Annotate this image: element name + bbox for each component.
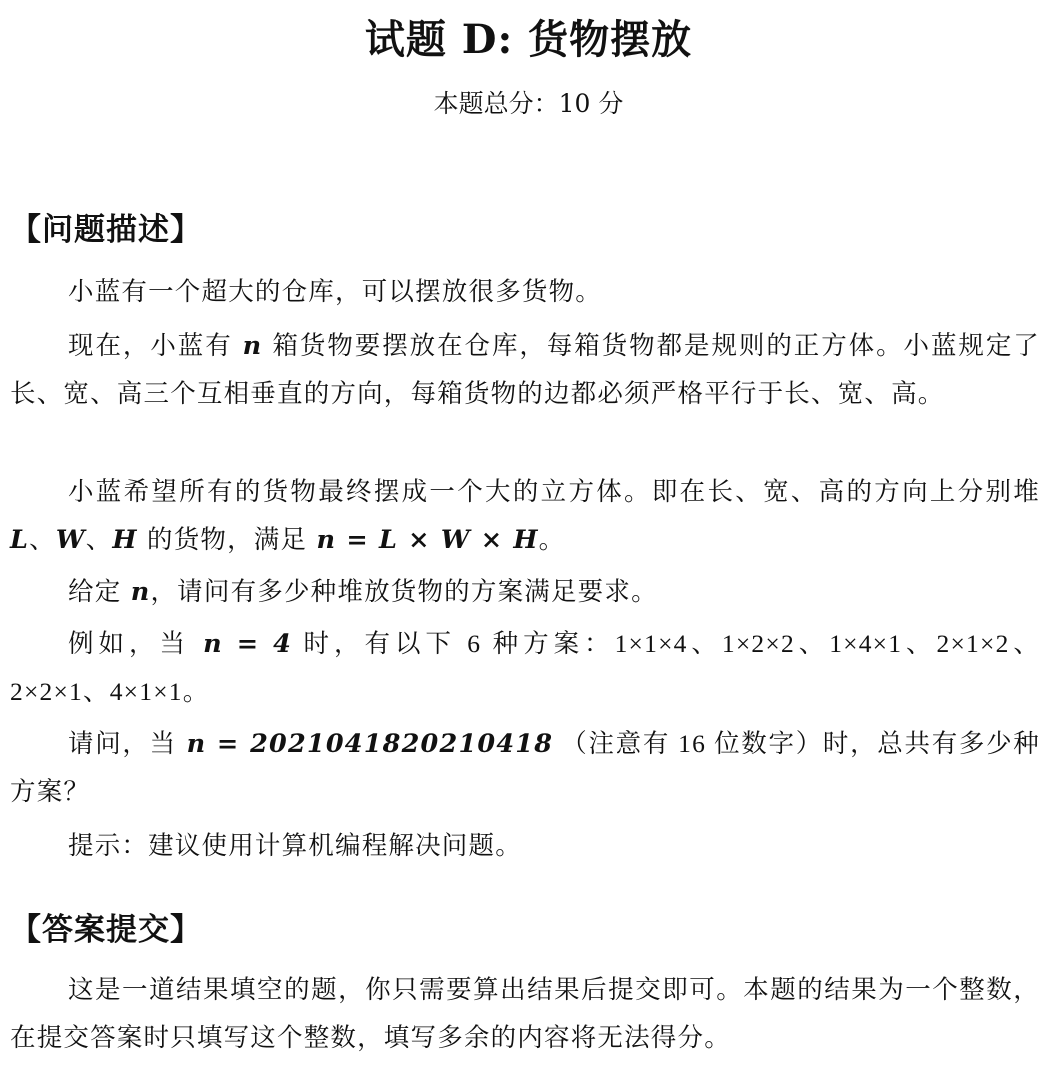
text: 现在，小蓝有 bbox=[68, 331, 243, 361]
paragraph-example bbox=[10, 620, 1040, 716]
text: ，请问有多少种堆放货物的方案满足要求。 bbox=[150, 577, 658, 607]
math-var-n: n bbox=[130, 577, 151, 607]
text: 、 bbox=[85, 525, 113, 555]
text: 的货物，满足 bbox=[137, 525, 317, 555]
section-heading-problem: 【问题描述】 bbox=[10, 212, 202, 248]
paragraph-cube bbox=[10, 468, 1040, 564]
text: 请问，当 bbox=[68, 729, 187, 759]
math-var-H: H bbox=[112, 525, 138, 555]
paragraph-task bbox=[10, 720, 1040, 816]
math-var-L: L bbox=[10, 525, 30, 555]
math-var-n: n bbox=[242, 331, 263, 361]
math-formula: n = 4 bbox=[203, 629, 293, 659]
paragraph-intro: 小蓝有一个超大的仓库，可以摆放很多货物。 bbox=[68, 277, 603, 307]
text: 小蓝希望所有的货物最终摆成一个大的立方体。即在长、宽、高的方向上分别堆 bbox=[68, 477, 1040, 507]
score-line: 本题总分：10 分 bbox=[433, 89, 624, 118]
section-heading-submission: 【答案提交】 bbox=[10, 912, 202, 948]
text: 给定 bbox=[68, 577, 131, 607]
text: 。 bbox=[538, 525, 566, 555]
text: 时，有以下 6 种方案：1×1×4、1×2×2、1×4×1、2×1×2、2×2×1、4×1×1。 bbox=[10, 629, 1041, 706]
text: （注意有 16 位数字）时，总共有多少种方案？ bbox=[10, 729, 1040, 806]
text: 例如，当 bbox=[68, 629, 204, 659]
paragraph-submission: 这是一道结果填空的题，你只需要算出结果后提交即可。本题的结果为一个整数，在提交答案时只填写这个整数，填写多余的内容将无法得分。 bbox=[10, 975, 1040, 1053]
math-formula: n = 2021041820210418 bbox=[186, 729, 554, 759]
math-var-W: W bbox=[55, 525, 86, 555]
text: 、 bbox=[29, 525, 56, 555]
paragraph-question bbox=[10, 568, 1040, 616]
text: 箱货物要摆放在仓库，每箱货物都是规则的正方体。小蓝规定了长、宽、高三个互相垂直的方向，每箱货物的边都必须严格平行于长、宽、高。 bbox=[10, 331, 1040, 409]
math-formula: n = L × W × H bbox=[316, 525, 539, 555]
paragraph-setup bbox=[10, 322, 1040, 418]
problem-title: 试题 D: 货物摆放 bbox=[364, 16, 693, 63]
paragraph-hint: 提示：建议使用计算机编程解决问题。 bbox=[68, 831, 522, 861]
